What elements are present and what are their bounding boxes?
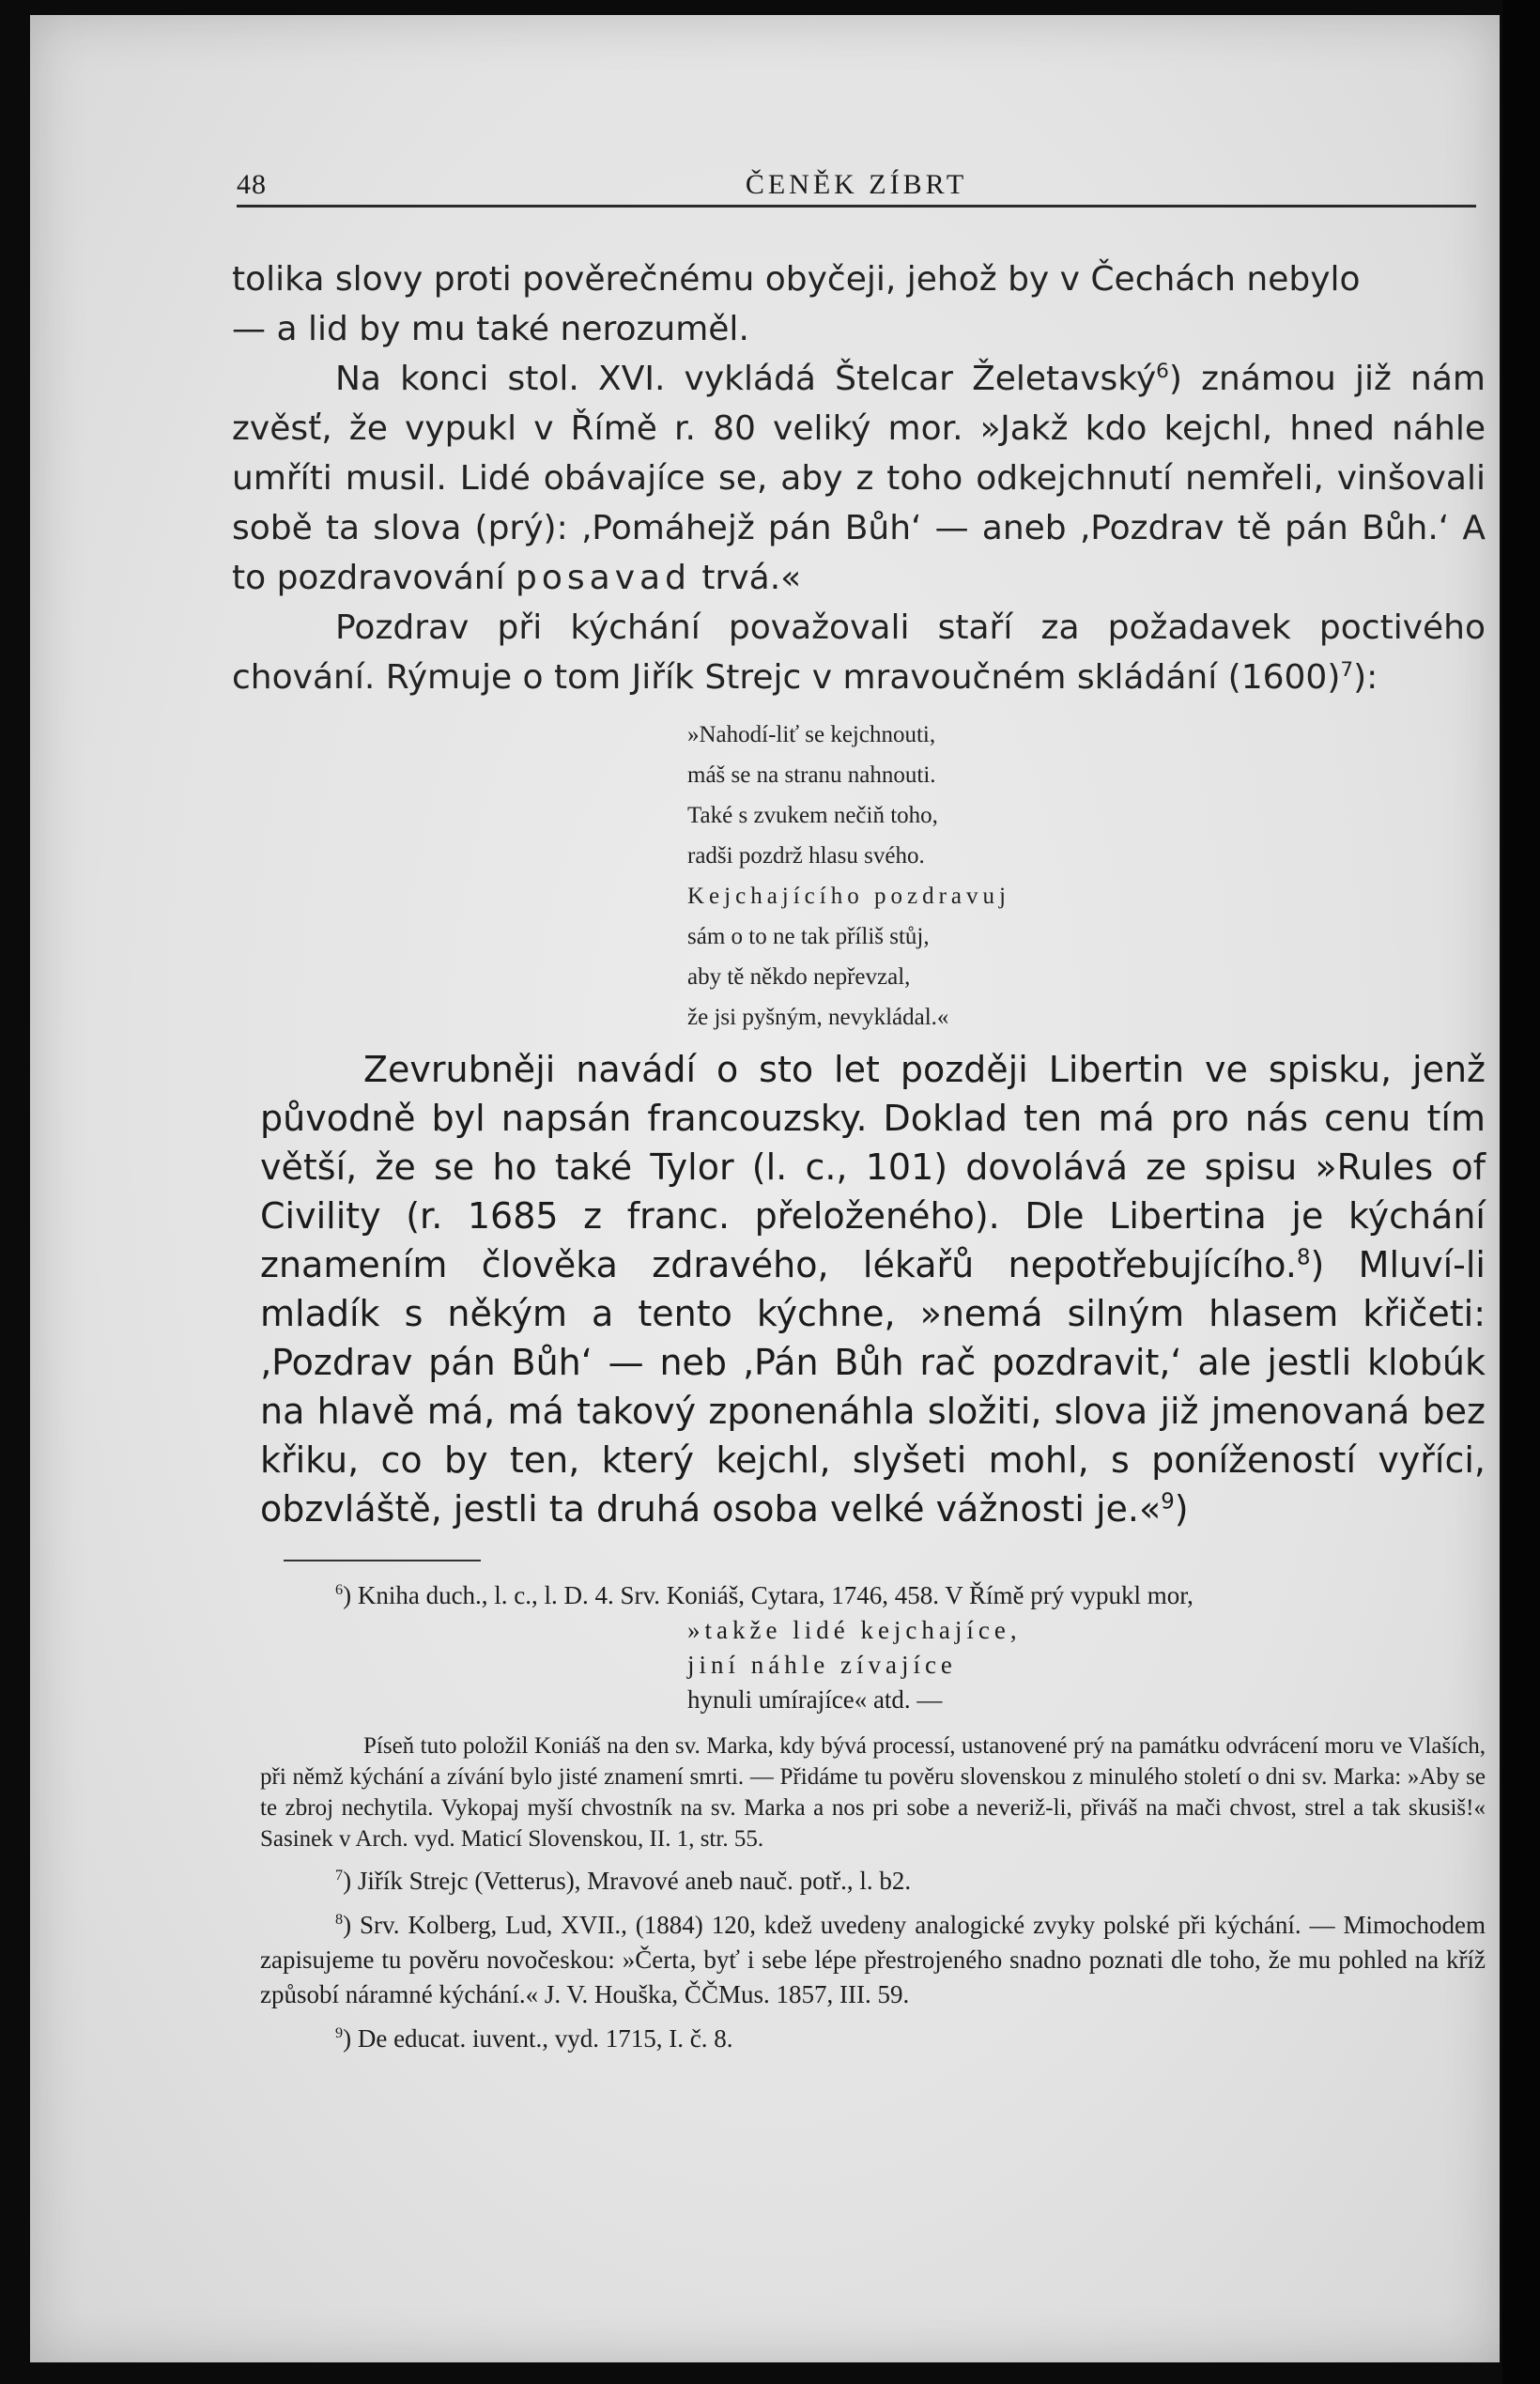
footnote-number: 9 <box>335 2024 344 2041</box>
paragraph-line: tolika slovy proti pověrečnému obyčeji, jehož by v Čechách nebylo <box>232 260 1361 299</box>
paragraph-text: ) <box>1174 1488 1189 1530</box>
footnote-text: ) Kniha duch., l. c., l. D. 4. Srv. Koniáš, Cytara, 1746, 458. V Římě prý vypukl mor, <box>343 1581 1194 1609</box>
quoted-poem <box>687 715 1213 1038</box>
paragraph-libertin <box>260 1045 1486 1533</box>
paragraph-pozdrav <box>232 603 1486 702</box>
verse-line: hynuli umírajíce« atd. — <box>687 1685 943 1714</box>
poem-line: »Nahodí-liť se kejchnouti, <box>687 722 936 747</box>
footnote-divider <box>284 1560 481 1561</box>
body-text <box>232 254 1486 702</box>
paragraph-stelcar <box>232 354 1486 603</box>
book-page <box>30 15 1500 2362</box>
footnote-ref: 9 <box>1161 1489 1175 1515</box>
paragraph <box>260 1045 1486 1533</box>
footnote-ref: 6 <box>1156 360 1169 383</box>
page-header <box>237 158 1476 208</box>
footnote-number: 7 <box>335 1867 344 1884</box>
poem-line: aby tě někdo nepřevzal, <box>687 964 911 990</box>
poem-line: radši pozdrž hlasu svého. <box>687 843 925 869</box>
paragraph-text: Zevrubněji navádí o sto let později Libertin ve spisku, jenž původně byl napsán francouzsky. Doklad ten má pro nás cenu tím větší, že se ho také Tylor (l. c., 101) dovolává ze spisu »Rules of Civility (r. 1685 z franc. přeloženého). Dle Libertina je kýchání znamením člověka zdravého, lékařů nepotřebujícího. <box>260 1049 1486 1285</box>
spaced-word: posavad <box>516 559 691 597</box>
paragraph-text: trvá.« <box>701 559 802 597</box>
footnote-number: 8 <box>335 1911 344 1928</box>
footnote-text: ) Jiřík Strejc (Vetterus), Mravové aneb nauč. potř., l. b2. <box>343 1867 912 1895</box>
paragraph-text: ) Mluví-li mladík s někým a tento kýchne, »nemá silným hlasem křičeti: ‚Pozdrav pán Bůh‘ — neb ‚Pán Bůh rač pozdravit,‘ ale jestli klobúk na hlavě má, má takový zponenáhla složiti, slova již jmenovaná bez křiku, co by ten, který kejchl, slyšeti mohl, s ponížeností vyříci, obzvláště, jestli ta druhá osoba velké vážnosti je.« <box>260 1244 1486 1530</box>
poem-line: že jsi pyšným, nevykládal.« <box>687 1005 949 1030</box>
footnote-6-note: Píseň tuto položil Koniáš na den sv. Marka, kdy bývá processí, ustanovené prý na památku odvrácení moru ve Vlaších, při němž kýchání a zívání bylo jisté znamení smrti. — Přidáme tu pověru slovenskou z minulého století o dni sv. Marka: »Aby se te zbroj nechytila. Vykopaj myší chvostník na sv. Marka a nos pri sobe a neveriž-li, přiváš na mači chvost, strel a tak skusiš!« Sasinek v Arch. vyd. Maticí Slovenskou, II. 1, str. 55. <box>260 1733 1486 1852</box>
poem-line: sám o to ne tak příliš stůj, <box>687 924 930 949</box>
paragraph-text: Na konci stol. XVI. vykládá Štelcar Želetavský <box>335 360 1157 398</box>
footnote-7 <box>260 1864 1486 1899</box>
scan-border <box>1502 0 1540 2384</box>
paragraph-text: ): <box>1353 658 1378 697</box>
footnote-text: ) De educat. iuvent., vyd. 1715, I. č. 8. <box>343 2024 733 2053</box>
footnote-ref: 7 <box>1340 658 1354 682</box>
poem-line: Kejchajícího pozdravuj <box>687 884 1010 909</box>
verse-line: jiní náhle zívajíce <box>687 1651 957 1679</box>
footnote-number: 6 <box>335 1581 344 1598</box>
page-number: 48 <box>237 169 267 200</box>
footnote-verse <box>687 1613 1486 1717</box>
footnote-6 <box>260 1578 1486 1613</box>
verse-line: »takže lidé kejchajíce, <box>687 1616 1022 1644</box>
footnote-9 <box>260 2022 1486 2056</box>
footnote-ref: 8 <box>1296 1245 1311 1270</box>
poem-line: máš se na stranu nahnouti. <box>687 762 936 788</box>
paragraph-text: Pozdrav při kýchání považovali staří za požadavek poctivého chování. Rýmuje o tom Jiřík Strejc v mravoučném skládání (1600) <box>232 608 1486 697</box>
paragraph-text: ) známou již nám zvěsť, že vypukl v Římě r. 80 veliký mor. »Jakž kdo kejchl, hned náhle umříti musil. Lidé obávajíce se, aby z toho odkejchnutí nemřeli, vinšovali sobě ta slova (prý): ‚Pomáhejž pán Bůh‘ — aneb ‚Pozdrav tě pán Bůh.‘ A to pozdravování <box>232 360 1486 597</box>
footnotes <box>260 1578 1486 2056</box>
paragraph-line: — a lid by mu také nerozuměl. <box>232 310 749 348</box>
footnote-text: ) Srv. Kolberg, Lud, XVII., (1884) 120, kdež uvedeny analogické zvyky polské při kýchání. — Mimochodem zapisujeme tu pověru novočeskou: »Čerta, byť i sebe lépe přestrojeného snadno poznati dle toho, že mu pohled na kříž způsobí náramné kýchání.« J. V. Houška, ČČMus. 1857, III. 59. <box>260 1911 1486 2008</box>
footnote-8 <box>260 1908 1486 2012</box>
paragraph-continuation <box>232 254 1486 354</box>
poem-line: Také s zvukem nečiň toho, <box>687 803 938 828</box>
running-head: ČENĚK ZÍBRT <box>745 169 968 200</box>
